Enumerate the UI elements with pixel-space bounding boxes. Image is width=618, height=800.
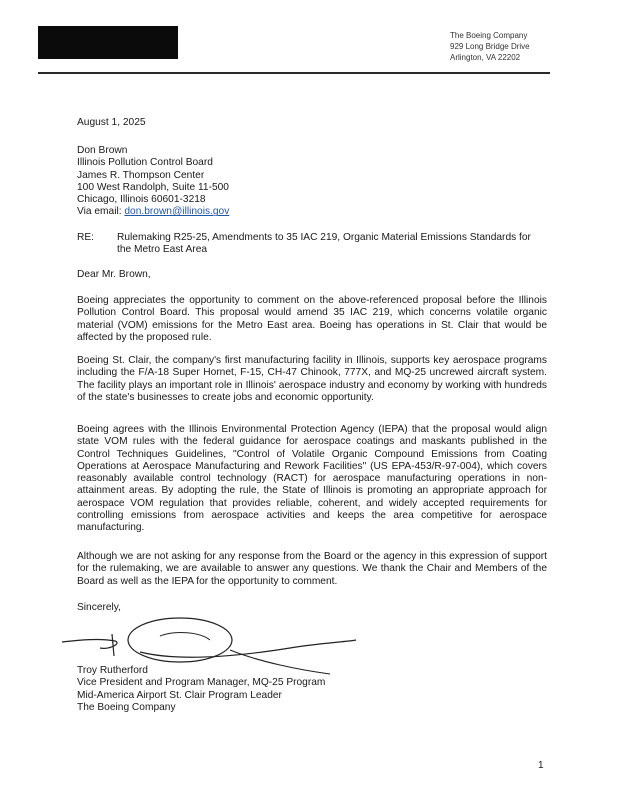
signer-block	[77, 665, 547, 714]
paragraph-4: Although we are not asking for any response from the Board or the agency in this expression of support for the rulemaking, we are available to answer any questions. We thank the Chair and Members of the Board as well as the IEPA for the opportunity to comment.	[77, 551, 547, 587]
recipient-street: 100 West Randolph, Suite 11-500	[77, 181, 229, 193]
signer-name: Troy Rutherford	[77, 665, 148, 676]
salutation: Dear Mr. Brown,	[77, 269, 151, 280]
letter-date: August 1, 2025	[77, 117, 146, 128]
recipient-city: Chicago, Illinois 60601-3218	[77, 194, 206, 206]
re-line	[77, 232, 547, 257]
recipient-block	[77, 145, 547, 219]
page-number: 1	[538, 760, 544, 771]
email-label: Via email:	[77, 206, 122, 218]
letterhead-street: 929 Long Bridge Drive	[450, 42, 530, 51]
recipient-email-line	[77, 206, 547, 218]
signer-title-1: Vice President and Program Manager, MQ-25 Program	[77, 677, 326, 689]
paragraph-3: Boeing agrees with the Illinois Environmental Protection Agency (IEPA) that the proposal would align state VOM rules with the federal guidance for aerospace coatings and maskants published in the Control Techniques Guidelines, "Control of Volatile Organic Compound Emissions from Coating Operations at Aerospace Manufacturing and Rework Facilities" (US EPA-453/R-97-004), which covers reasonably available control technology (RACT) for aerospace manufacturing operations in non-attainment areas. By adopting the rule, the State of Illinois is promoting an appropriate approach for aerospace VOM regulation that provides reliable, coherent, and widely accepted requirements for controlling emissions from aerospace activities and keeps the area competitive for aerospace manufacturing.	[77, 424, 547, 534]
letterhead-city: Arlington, VA 22202	[450, 53, 521, 62]
closing: Sincerely,	[77, 602, 121, 613]
paragraph-1: Boeing appreciates the opportunity to comment on the above-referenced proposal before the Illinois Pollution Control Board. This proposal would amend 35 IAC 219, which concerns volatile organic material (VOM) emissions for the Metro East area. Boeing has operations in St. Clair that would be affected by the proposed rule.	[77, 295, 547, 343]
letterhead-company: The Boeing Company	[450, 31, 528, 40]
header-divider	[38, 72, 550, 74]
redacted-logo	[38, 26, 178, 59]
recipient-name: Don Brown	[77, 145, 128, 156]
letterhead-address	[450, 30, 530, 63]
recipient-building: James R. Thompson Center	[77, 169, 205, 181]
signer-title-2: Mid-America Airport St. Clair Program Leader	[77, 689, 282, 701]
paragraph-2: Boeing St. Clair, the company's first manufacturing facility in Illinois, supports key aerospace programs including the F/A-18 Super Hornet, F-15, CH-47 Chinook, 777X, and MQ-25 uncrewed aircraft system. The facility plays an important role in Illinois' aerospace industry and economy by working with hundreds of the state's businesses to create jobs and economic opportunity.	[77, 355, 547, 403]
signer-company: The Boeing Company	[77, 701, 176, 713]
email-link[interactable]: don.brown@illinois.gov	[124, 206, 230, 218]
recipient-org: Illinois Pollution Control Board	[77, 157, 213, 169]
re-label: RE:	[77, 232, 94, 243]
re-subject: Rulemaking R25-25, Amendments to 35 IAC 219, Organic Material Emissions Standards for the Metro East Area	[117, 232, 531, 256]
